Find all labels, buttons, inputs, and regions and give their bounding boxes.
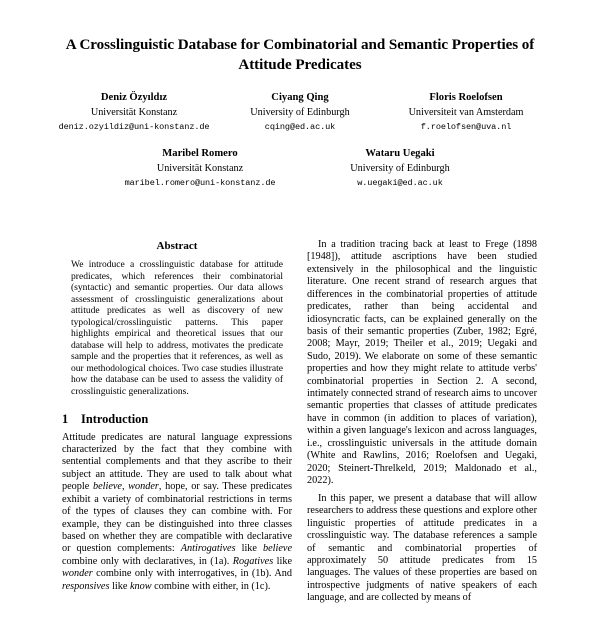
author-block [0,91,600,189]
left-column [62,239,292,636]
author-entry [383,91,549,133]
abstract-body [71,259,283,398]
section-title: Introduction [81,411,149,426]
author-name: Ciyang Qing [271,92,329,103]
paragraph: Attitude predicates are natural language expressions characterized by the fact that they combine with sentential complements and that they ascribe to their subject an attitude. They are used to talk about what people believe, wonder, hope, or say. These predicates exhibit a variety of combinatorial restrictions in terms of the types of clauses they can combine with. For example, they can be distinguished into three classes based on whether they are compatible with declarative or question complements: Antirogatives like believe combine only with declaratives, in (1a). Rogatives like wonder combine only with interrogatives, in (1b). And responsives like know combine with either, in (1c). [62,431,292,592]
title-block [0,36,600,75]
author-email[interactable]: cqing@ed.ac.uk [264,121,336,132]
author-affiliation: Universität Konstanz [90,106,178,118]
page-title: A Crosslinguistic Database for Combinatorial and Semantic Properties of Attitude Predicates [65,37,535,73]
author-row-1 [50,91,550,133]
author-affiliation: University of Edinburgh [350,162,450,174]
section-number: 1 [62,411,69,426]
author-email[interactable]: deniz.ozyildiz@uni-konstanz.de [58,121,210,132]
author-row-2 [50,147,550,189]
author-email[interactable]: w.uegaki@ed.ac.uk [357,177,443,188]
author-entry [217,91,383,133]
author-affiliation: University of Edinburgh [250,106,350,118]
author-affiliation: Universiteit van Amsterdam [408,106,524,118]
abstract-heading: Abstract [156,240,198,252]
paper-page [0,36,600,636]
abstract-text: We introduce a crosslinguistic database for attitude predicates, which references their combinatorial (syntactic) and semantic properties. Our data allows assessment of crosslinguistic generalizations about attitude predicates as well as discovery of new typological/crosslinguistic patterns. This paper highlights empirical and theoretical issues that our database will help to address, motivates the predicate sample and the properties that it references, as well as our methodological choices. Two case studies illustrate how the database can be used to assess the validity of crosslinguistic generalizations. [71,259,283,398]
author-entry [51,91,217,133]
author-name: Wataru Uegaki [365,148,435,159]
author-name: Deniz Özyıldız [100,92,168,103]
right-column [307,239,537,636]
author-name: Maribel Romero [162,148,238,159]
paragraph: In this paper, we present a database that will allow researchers to address these questions and explore other linguistic properties of attitude predicates in a crosslinguistic way. The database references a sample of semantic and combinatorial properties of approximately 50 attitude predicates from 15 languages. The values of these properties are based on introspective judgments of native speakers of each language, and are collected by means of [307,492,537,604]
author-name: Floris Roelofsen [429,92,503,103]
body-columns [0,239,600,636]
section-heading-introduction [62,412,292,427]
paragraph: In a tradition tracing back at least to Frege (1898 [1948]), attitude ascriptions have been studied extensively in the philosophical and the linguistic literature. One recent strand of research argues that differences in the combinatorial properties of attitude predicates, rather than being accidental and idiosyncratic facts, can be explained generally on the basis of their semantic properties (Zuber, 1982; Egré, 2008; Mayr, 2019; Theiler et al., 2019; Uegaki and Sudo, 2019). We elaborate on some of these semantic properties and how they might relate to attitude verbs' combinatorial properties in Section 2. A second, intimately connected strand of research aims to uncover semantic properties that classes of attitude predicates have in common (in addition to places of variation), within a given language's lexicon and across languages, i.e., crosslinguistic universals in the attitude domain (White and Rawlins, 2016; Roelofsen and Uegaki, 2020; Steinert-Threlkeld, 2019; Maldonado et al., 2022). [307,239,537,487]
author-affiliation: Universität Konstanz [156,162,244,174]
author-email[interactable]: f.roelofsen@uva.nl [420,121,512,132]
author-entry [100,147,300,189]
author-email[interactable]: maribel.romero@uni-konstanz.de [124,177,276,188]
author-entry [300,147,500,189]
